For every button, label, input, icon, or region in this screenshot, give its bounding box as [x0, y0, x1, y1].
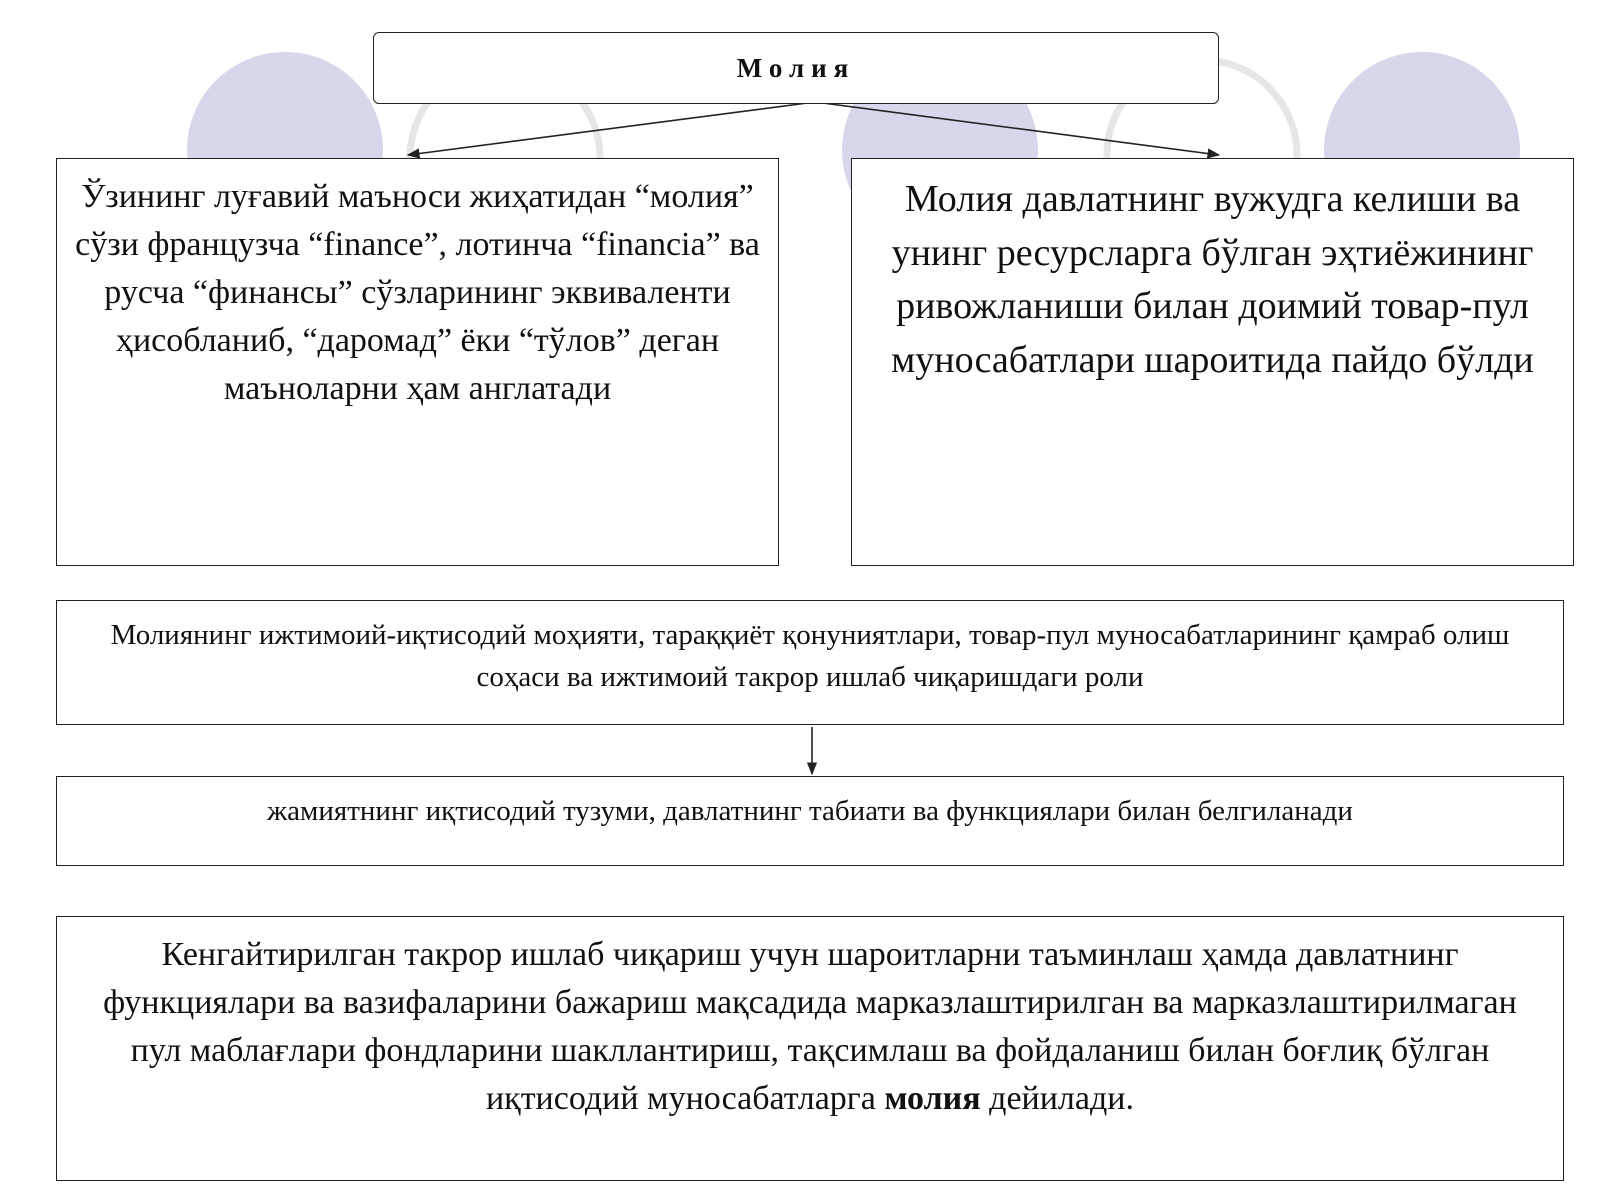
- title-box: [373, 32, 1219, 104]
- definition-text: [97, 931, 1523, 1123]
- etymology-text: Ўзининг луғавий маъноси жиҳатидан “молия” сўзи французча “finance”, лотинча “financia” ва русча “финансы” сўзларининг эквиваленти ҳисобланиб, “даромад” ёки “тўлов” деган маъноларни ҳам англатади: [75, 178, 760, 407]
- origin-box: [851, 158, 1574, 566]
- arrow-to-left-box: [408, 102, 815, 155]
- essence-text: Молиянинг ижтимоий-иқтисодий моҳияти, тараққиёт қонуниятлари, товар-пул муносабатларининг қамраб олиш соҳаси ва ижтимоий такрор ишлаб чиқаришдаги роли: [110, 619, 1510, 693]
- definition-text-before: Кенгайтирилган такрор ишлаб чиқариш учун шароитларни таъминлаш ҳамда давлатнинг функциялари ва вазифаларини бажариш мақсадида марказлаштирилган ва марказлаштирилмаган пул маблағлари фондларини шакллантириш, тақсимлаш ва фойдаланиш билан боғлиқ бўлган иқтисодий муносабатларга: [103, 936, 1517, 1117]
- etymology-box: [56, 158, 779, 566]
- definition-text-after: дейилади.: [980, 1080, 1134, 1117]
- definition-bold-term: молия: [884, 1080, 981, 1117]
- essence-box: [56, 600, 1564, 725]
- diagram-title: Молия: [736, 52, 856, 83]
- determined-by-text: жамиятнинг иқтисодий тузуми, давлатнинг табиати ва функциялари билан белгиланади: [267, 795, 1353, 827]
- definition-box: [56, 916, 1564, 1181]
- origin-text: Молия давлатнинг вужудга келиши ва унинг ресурсларга бўлган эҳтиёжининг ривожланиши билан доимий товар-пул муносабатлари шароитида пайдо бўлди: [891, 178, 1534, 381]
- determined-by-box: [56, 776, 1564, 866]
